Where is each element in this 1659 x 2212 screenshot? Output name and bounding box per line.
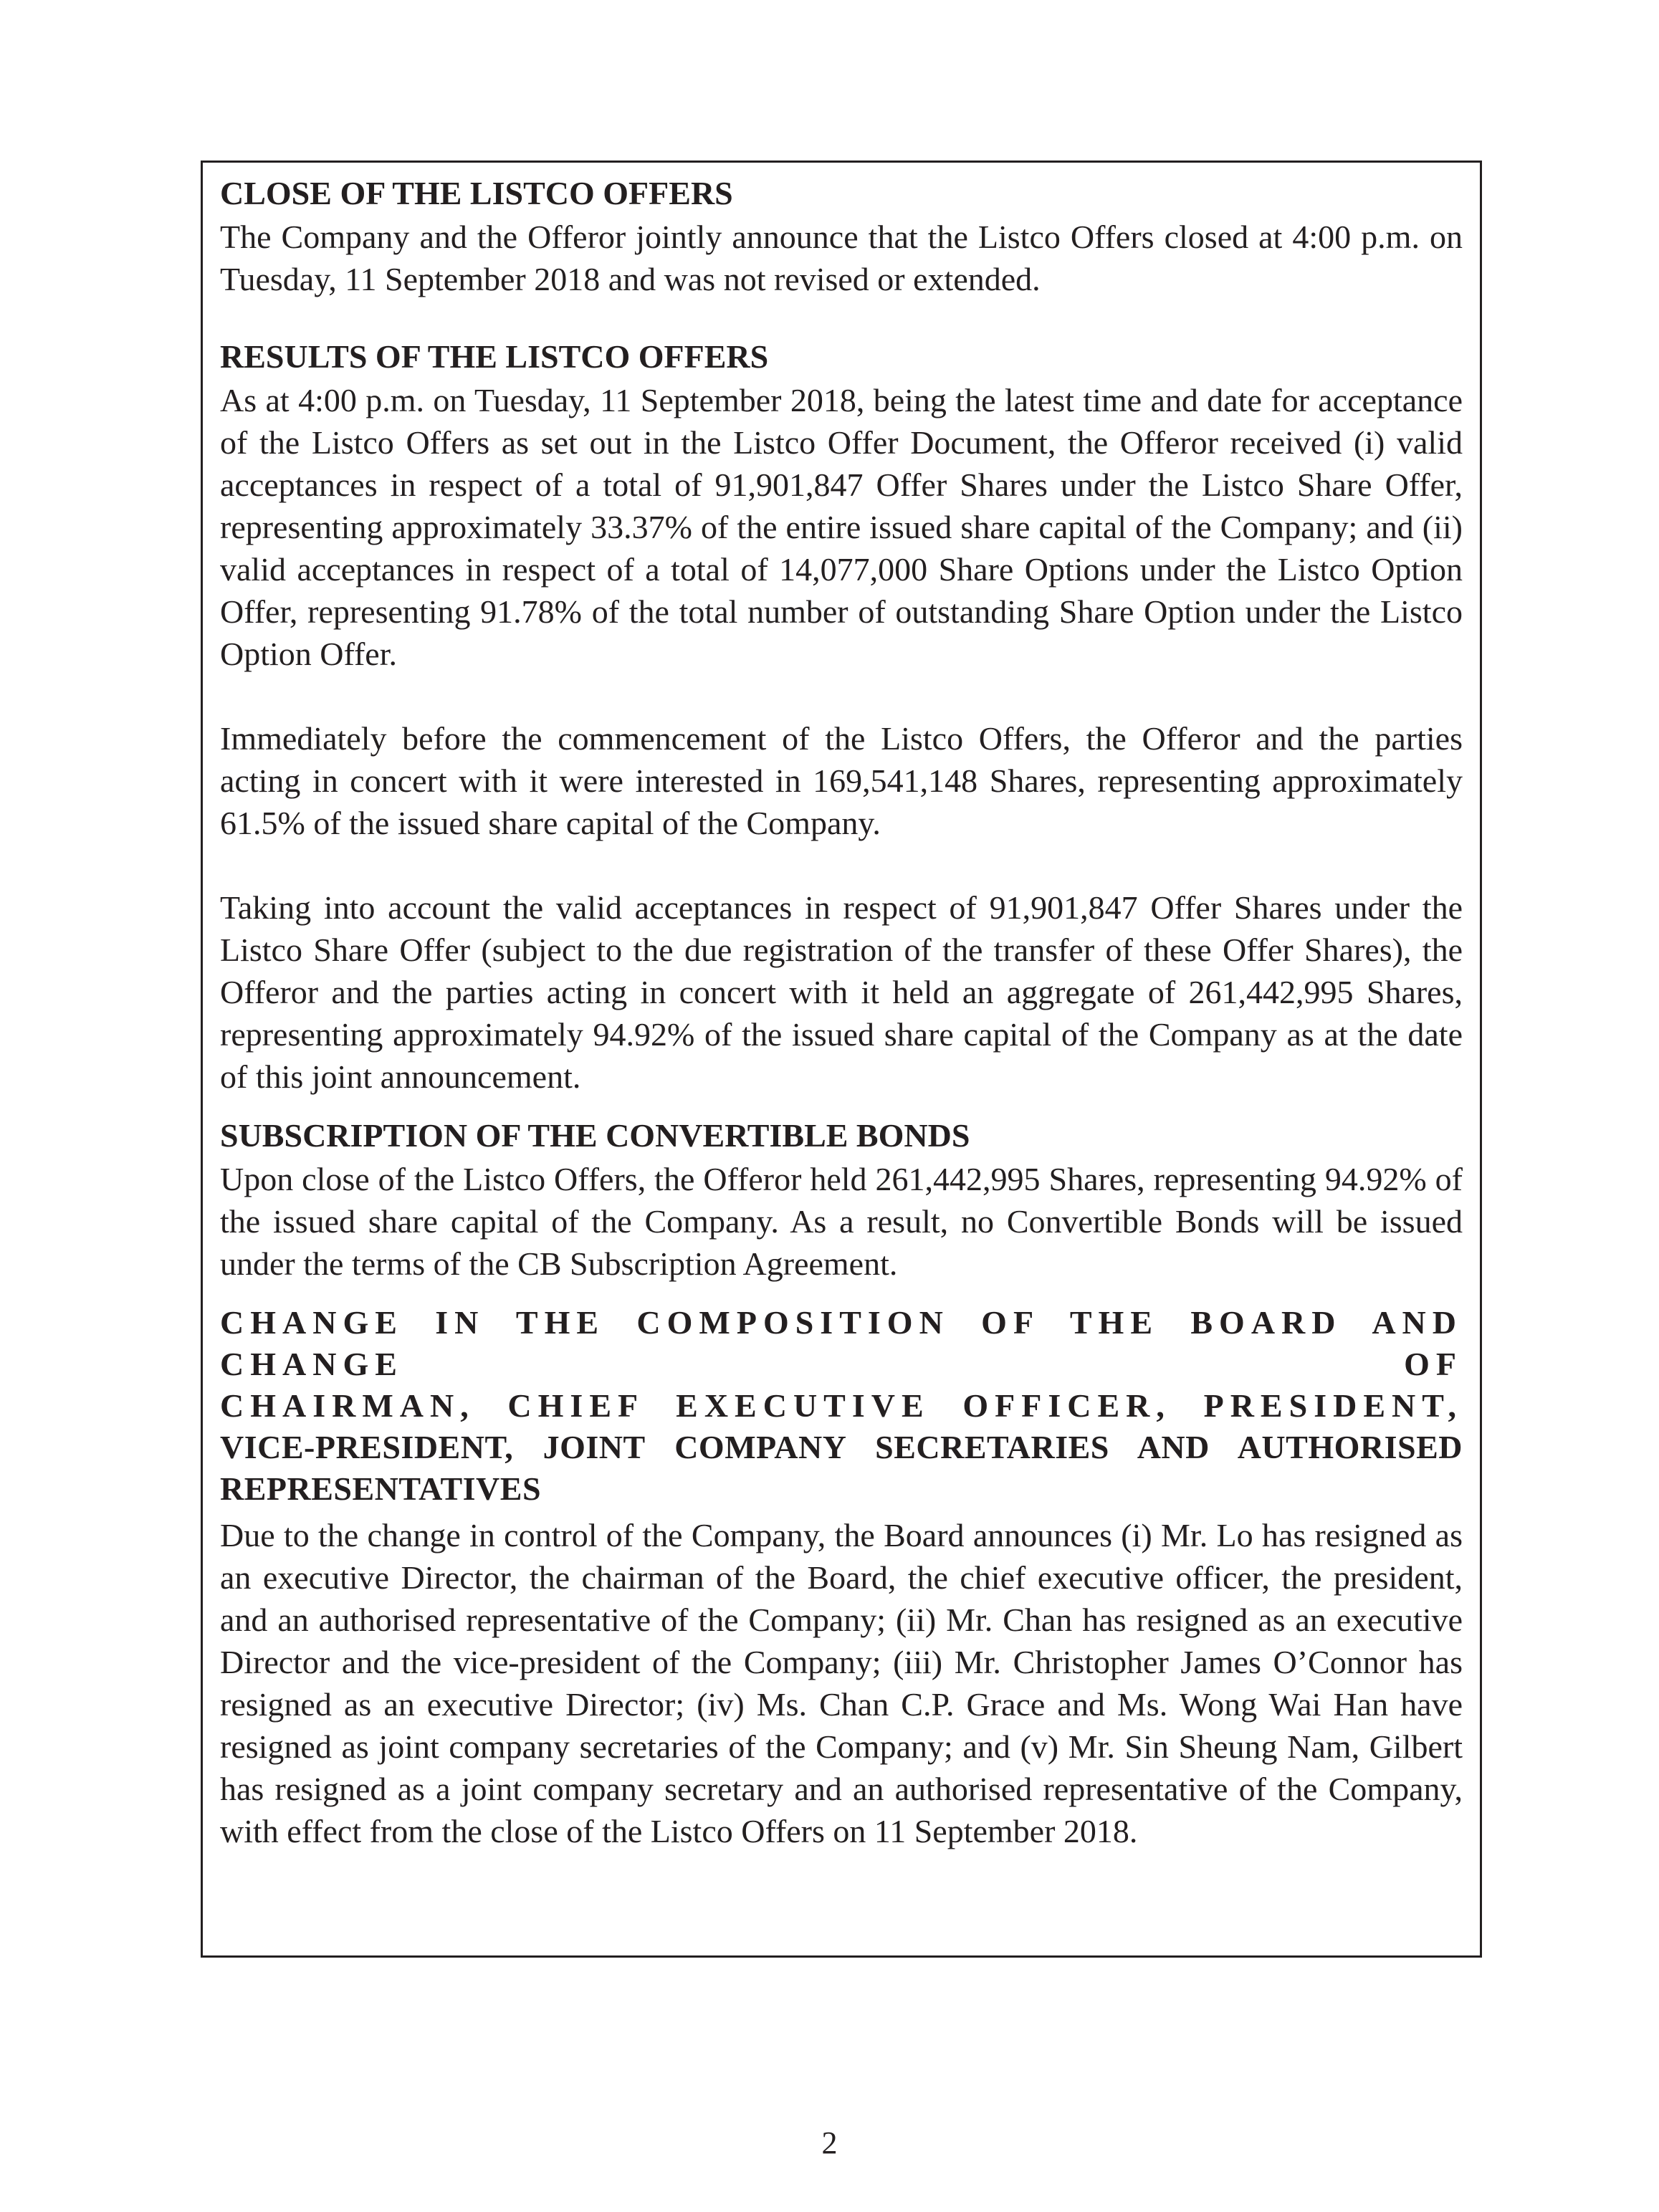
paragraph-board-change: Due to the change in control of the Company, the Board announces (i) Mr. Lo has resigned as an executive Director, the chairman of the Board, the chief executive officer, the president, and an authorised representative of the Company; (ii) Mr. Chan has resigned as an executive Director and the vice-president of the Company; (iii) Mr. Christopher James O’Connor has resigned as an executive Director; (iv) Ms. Chan C.P. Grace and Ms. Wong Wai Han have resigned as joint company secretaries of the Company; and (v) Mr. Sin Sheung Nam, Gilbert has resigned as a joint company secretary and an authorised representative of the Company, with effect from the close of the Listco Offers on 11 September 2018. [220,1517,1463,1849]
paragraph-results-aggregate-holding: Taking into account the valid acceptances in respect of 91,901,847 Offer Shares under the Listco Share Offer (subject to the due registration of the transfer of these Offer Shares), the Offeror and the parties acting in concert with it held an aggregate of 261,442,995 Shares, representing approximately 94.92% of the issued share capital of the Company as at the date of this joint announcement. [220,889,1463,1095]
board-heading-line-3: VICE-PRESIDENT, JOINT COMPANY SECRETARIES AND AUTHORISED REPRESENTATIVES [220,1429,1463,1507]
paragraph-results-prior-interest: Immediately before the commencement of the Listco Offers, the Offeror and the parties acting in concert with it were interested in 169,541,148 Shares, representing approximately 61.5% of the issued share capital of the Company. [220,720,1463,841]
board-heading-line-1: CHANGE IN THE COMPOSITION OF THE BOARD AND CHANGE OF [220,1304,1463,1382]
section-heading-board-change [220,1302,1463,1510]
section-heading-results-of-offers: RESULTS OF THE LISTCO OFFERS [220,338,769,375]
board-heading-line-2: CHAIRMAN, CHIEF EXECUTIVE OFFICER, PRESIDENT, [220,1387,1463,1424]
paragraph-close-of-offers: The Company and the Offeror jointly announce that the Listco Offers closed at 4:00 p.m. on Tuesday, 11 September 2018 and was not revised or extended. [220,219,1463,297]
announcement-box [201,161,1482,1958]
paragraph-results-acceptances: As at 4:00 p.m. on Tuesday, 11 September 2018, being the latest time and date for acceptance of the Listco Offers as set out in the Listco Offer Document, the Offeror received (i) valid acceptances in respect of a total of 91,901,847 Offer Shares under the Listco Share Offer, representing approximately 33.37% of the entire issued share capital of the Company; and (ii) valid acceptances in respect of a total of 14,077,000 Share Options under the Listco Option Offer, representing 91.78% of the total number of outstanding Share Option under the Listco Option Offer. [220,382,1463,672]
paragraph-convertible-bonds: Upon close of the Listco Offers, the Offeror held 261,442,995 Shares, representing 94.92% of the issued share capital of the Company. As a result, no Convertible Bonds will be issued under the terms of the CB Subscription Agreement. [220,1161,1463,1282]
section-heading-close-of-offers: CLOSE OF THE LISTCO OFFERS [220,175,733,211]
section-heading-convertible-bonds: SUBSCRIPTION OF THE CONVERTIBLE BONDS [220,1117,970,1154]
page-number: 2 [821,2125,838,2160]
